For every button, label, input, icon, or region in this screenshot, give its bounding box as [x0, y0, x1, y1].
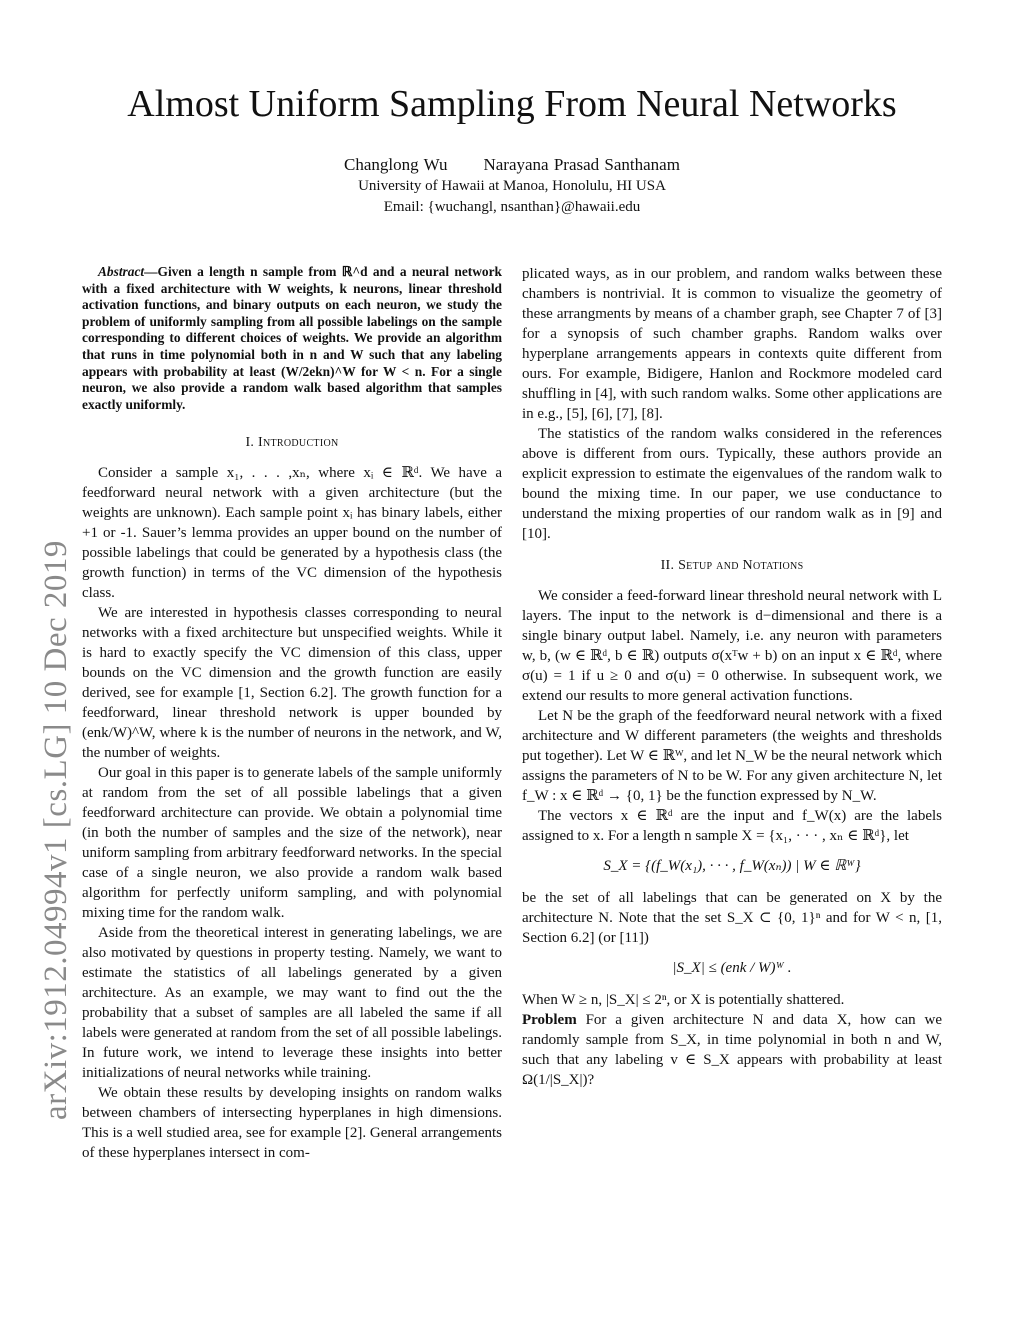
author-name: Changlong Wu	[344, 155, 448, 174]
affiliation: University of Hawaii at Manoa, Honolulu, HI USA	[358, 178, 666, 194]
paragraph: The vectors x ∈ ℝᵈ are the input and f_W(x) are the labels assigned to x. For a length n sample X = {x₁, · · · , xₙ ∈ ℝᵈ}, let	[522, 808, 942, 844]
problem-statement	[522, 1010, 942, 1090]
left-column	[82, 264, 502, 1163]
paragraph: be the set of all labelings that can be generated on X by the architecture N. Note that the set S_X ⊂ {0, 1}ⁿ and for W < n, [1, Section 6.2] (or [11])	[522, 890, 942, 946]
problem-text: For a given architecture N and data X, how can we randomly sample from S_X, in time polynomial in both n and W, such that any labeling v ∈ S_X appears with probability at least Ω(1/|S_X|)?	[522, 1012, 943, 1088]
author-list	[0, 155, 1024, 175]
email-line: Email: {wuchangl, nsanthan}@hawaii.edu	[383, 199, 641, 215]
author-name: Narayana Prasad Santhanam	[483, 155, 680, 174]
abstract	[82, 264, 502, 413]
paragraph: Our goal in this paper is to generate labels of the sample uniformly at random from the set of all possible labelings that a given feedforward architecture can provide. We obtain a polynomial time (in both the number of samples and the size of the network), near uniform sampling from arbitrary feedforward networks. In the special case of a single neuron, we also provide a random walk based algorithm for perfectly uniform sampling, and with polynomial mixing time for the random walk.	[82, 765, 502, 922]
section-heading-setup: II. Setup and Notations	[660, 558, 804, 573]
paragraph: plicated ways, as in our problem, and random walks between these chambers is nontrivial. It is common to visualize the geometry of these arrangments by means of a chamber graph, see Chapter 7 of [3] for a synopsis of such chamber graphs. Random walks over hyperplane arrangements appears in contexts quite different from ours. For example, Bidigere, Hanlon and Rockmore modeled card shuffling in [4], with such random walks. Some other applications are in e.g., [5], [6], [7], [8].	[522, 266, 942, 422]
paragraph: When W ≥ n, |S_X| ≤ 2ⁿ, or X is potentially shattered.	[522, 992, 845, 1008]
equation-sx-definition: S_X = {(f_W(x₁), · · · , f_W(xₙ)) | W ∈ ℝᵂ}	[603, 858, 861, 874]
arxiv-identifier: arXiv:1912.04994v1 [cs.LG] 10 Dec 2019	[38, 540, 74, 1120]
equation-sx-bound: |S_X| ≤ (enk / W)ᵂ .	[672, 960, 792, 976]
abstract-text: —Given a length n sample from ℝ^d and a neural network with a fixed architecture with W weights, k neurons, linear threshold activation functions, and binary outputs on each neuron, we study the problem of uniformly sampling from all possible labelings on the sample corresponding to different choices of weights. We provide an algorithm that runs in time polynomial both in n and W such that any labeling appears with probability at least (W/2ekn)^W for W < n. For a single neuron, we also provide a random walk based algorithm that samples exactly uniformly.	[82, 264, 502, 412]
section-heading-introduction: I. Introduction	[245, 435, 339, 451]
paragraph: Consider a sample x₁, . . . ,xₙ, where xᵢ ∈ ℝᵈ. We have a feedforward neural network with a given architecture (but the weights are unknown). Each sample point xᵢ has binary labels, either +1 or -1. Sauer’s lemma provides an upper bound on the number of possible labelings that could be generated by a hypothesis class (the growth function) in terms of the VC dimension of the hypothesis class.	[82, 465, 502, 602]
paragraph: We consider a feed-forward linear threshold neural network with L layers. The input to the network is d−dimensional and there is a single binary output label. Namely, i.e. any neuron with parameters w, b, (w ∈ ℝᵈ, b ∈ ℝ) outputs σ(xᵀw + b) on an input x ∈ ℝᵈ, where σ(u) = 1 if u ≥ 0 and σ(u) = 0 otherwise. In subsequent work, we extend our results to more general activation functions.	[522, 588, 942, 704]
paragraph: We are interested in hypothesis classes corresponding to neural networks with a fixed architecture but unspecified weights. While it is hard to exactly specify the VC dimension of this class, upper bounds on the VC dimension and the growth function are easily derived, see for example [1, Section 6.2]. The growth function for a feedforward, linear threshold network is upper bounded by (enk/W)^W, where k is the number of neurons in the network, and W, the number of weights.	[82, 605, 502, 762]
paragraph: The statistics of the random walks considered in the references above is different from ours. Typically, these authors provide an explicit expression to estimate the eigenvalues of the random walk to bound the mixing time. In our paper, we use conductance to understand the mixing properties of our random walk as in [9] and [10].	[522, 426, 942, 542]
paragraph: Let N be the graph of the feedforward neural network with a fixed architecture and W different parameters (the weights and thresholds put together). Let W ∈ ℝᵂ, and let N_W be the neural network which assigns the parameters of N to be W. For any given architecture N, let f_W : x ∈ ℝᵈ → {0, 1} be the function expressed by N_W.	[522, 708, 942, 804]
paper-title: Almost Uniform Sampling From Neural Networks	[127, 83, 897, 125]
problem-label: Problem	[522, 1012, 577, 1028]
right-column	[522, 264, 942, 1090]
paragraph: We obtain these results by developing insights on random walks between chambers of intersecting hyperplanes in high dimensions. This is a well studied area, see for example [2]. General arrangements of these hyperplanes intersect in com-	[82, 1085, 502, 1162]
abstract-lead: Abstract	[98, 264, 145, 279]
paragraph: Aside from the theoretical interest in generating labelings, we are also motivated by questions in property testing. Namely, we want to estimate the statistics of all labelings generated by a given architecture. As an example, we may want to find out the the probability that a subset of samples are all labeled the same if all labels were generated at random from the set of all possible labelings. In future work, we intend to leverage these insights into better initializations of neural networks while training.	[82, 925, 502, 1082]
